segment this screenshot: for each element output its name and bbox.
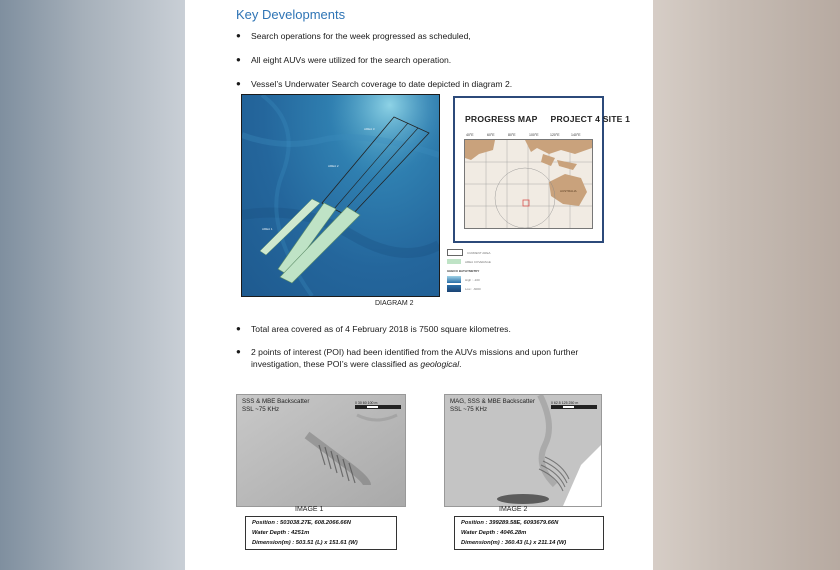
- australia-label: AUSTRALIA: [560, 189, 577, 193]
- bullet-icon: ●: [236, 31, 241, 40]
- image-1-label: SSS & MBE Backscatter SSL ~75 KHz: [242, 398, 310, 413]
- legend-row: [447, 284, 517, 293]
- world-map: [464, 139, 593, 229]
- legend-label: GEBCO BATHYMETRY: [447, 268, 480, 273]
- lon-tick: 40°E: [466, 133, 474, 137]
- legend-row: [447, 248, 517, 257]
- background-right: [653, 0, 840, 570]
- lon-tick: 120°E: [550, 133, 560, 137]
- image-2-label: MAG, SSS & MBE Backscatter SSL ~75 KHz: [450, 398, 535, 413]
- legend-swatch: [447, 259, 461, 264]
- legend-label: Low : -6000: [465, 286, 481, 291]
- scale-bar-graphic: [355, 405, 401, 409]
- image-2-caption: IMAGE 2: [499, 506, 528, 513]
- legend-row: [447, 257, 517, 266]
- bullet-item: [236, 323, 511, 335]
- lon-tick: 60°E: [487, 133, 495, 137]
- document-page: [185, 0, 653, 570]
- bullet-text: Total area covered as of 4 February 2018 is 7500 square kilometres.: [251, 324, 511, 334]
- bullet-icon: ●: [236, 347, 241, 356]
- progress-map-title: PROGRESS MAP PROJECT 4 SITE 1: [465, 114, 631, 124]
- diagram-caption: DIAGRAM 2: [375, 300, 414, 307]
- legend-row: [447, 275, 517, 284]
- legend-swatch: [447, 285, 461, 292]
- bullet-item: [236, 54, 452, 66]
- position-text: Position : 503038.27E, 608.2066.66N: [252, 520, 351, 526]
- sonar-image-2: [444, 394, 602, 507]
- area-3-label: AREA 3: [364, 127, 375, 131]
- bullet-icon: ●: [236, 55, 241, 64]
- legend-label: CURRENT AREA: [467, 250, 491, 255]
- area-2-label: AREA 2: [328, 164, 339, 168]
- legend-swatch: [447, 249, 463, 256]
- bullet-text: Search operations for the week progressed as scheduled,: [251, 31, 471, 41]
- legend-row: [447, 266, 517, 275]
- lon-tick: 80°E: [508, 133, 516, 137]
- scale-bar: 0 30 60 100 m: [355, 401, 401, 409]
- image-2-info-box: [454, 516, 604, 550]
- bullet-item: [236, 30, 471, 42]
- legend-label: High : -100: [465, 277, 480, 282]
- dimension-text: Dimension(m) : 503.51 (L) x 151.61 (W): [252, 540, 358, 546]
- bullet-text: All eight AUVs were utilized for the search operation.: [251, 55, 452, 65]
- legend-swatch: [447, 276, 461, 283]
- scale-bar: 0 62.5 125 250 m: [551, 401, 597, 409]
- bullet-text-end: .: [459, 359, 462, 369]
- image-1-info-box: [245, 516, 397, 550]
- legend-label: AREA COVERAGE: [465, 259, 491, 264]
- water-depth-text: Water Depth : 4046.28m: [461, 530, 527, 536]
- lon-tick: 140°E: [571, 133, 581, 137]
- dimension-text: Dimension(m) : 360.43 (L) x 211.14 (W): [461, 540, 567, 546]
- bullet-text: Vessel’s Underwater Search coverage to date depicted in diagram 2.: [251, 79, 513, 89]
- bathymetry-map: [241, 94, 440, 297]
- map-legend: [447, 248, 517, 293]
- position-text: Position : 399289.58E, 6093679.66N: [461, 520, 559, 526]
- sonar-image-1: [236, 394, 406, 507]
- section-heading: Key Developments: [236, 7, 346, 22]
- bullet-icon: ●: [236, 79, 241, 88]
- bullet-italic-text: geological: [420, 359, 460, 369]
- scale-bar-graphic: [551, 405, 597, 409]
- background-left: [0, 0, 185, 570]
- area-1-label: AREA 1: [262, 227, 273, 231]
- lon-tick: 100°E: [529, 133, 539, 137]
- bullet-item: [236, 346, 601, 370]
- bullet-icon: ●: [236, 324, 241, 333]
- water-depth-text: Water Depth : 4251m: [252, 530, 310, 536]
- image-1-caption: IMAGE 1: [295, 506, 324, 513]
- bullet-item: [236, 78, 513, 90]
- progress-map: [453, 96, 631, 243]
- bullet-text: 2 points of interest (POI) had been identified from the AUVs missions and upon further investigation, these POI’s were classified as: [251, 347, 579, 369]
